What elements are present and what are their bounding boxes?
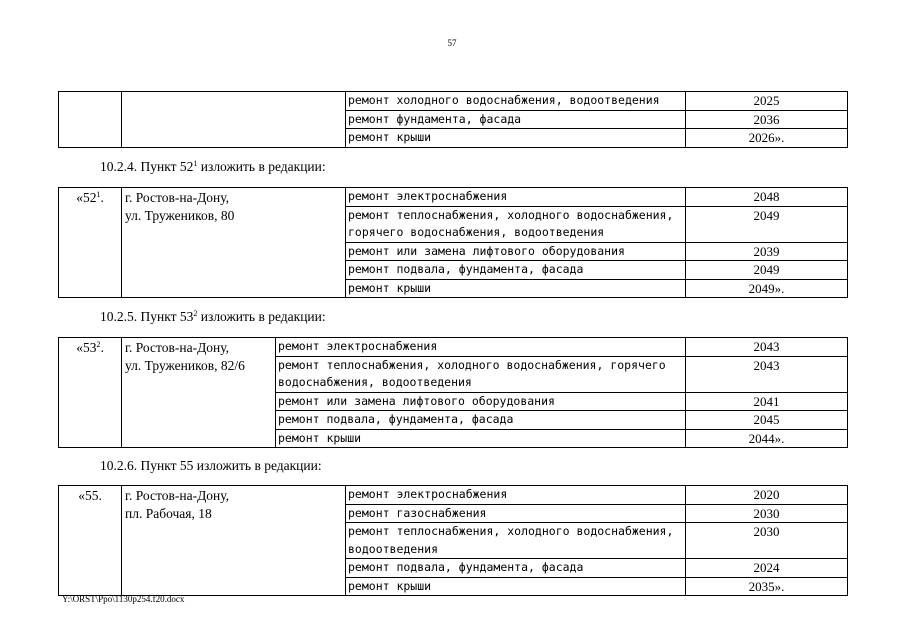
work-cell: ремонт теплоснабжения, холодного водоснабжения, водоотведения (346, 523, 686, 559)
section-heading-53: 10.2.5. Пункт $53^2$ изложить в редакции: (100, 309, 326, 324)
address-cell (122, 92, 346, 148)
work-cell: ремонт холодного водоснабжения, водоотведения (346, 92, 686, 111)
work-cell: ремонт теплоснабжения, холодного водоснабжения, горячего водоснабжения, водоотведения (346, 206, 686, 242)
work-cell: ремонт подвала, фундамента, фасада (276, 411, 686, 430)
year-cell: 2049». (686, 279, 848, 298)
work-cell: ремонт крыши (346, 279, 686, 298)
year-cell: 2041 (686, 392, 848, 411)
year-cell: 2043 (686, 356, 848, 392)
work-cell: ремонт или замена лифтового оборудования (346, 242, 686, 261)
year-cell: 2026». (686, 129, 848, 148)
work-cell: ремонт подвала, фундамента, фасада (346, 559, 686, 578)
work-cell: ремонт газоснабжения (346, 504, 686, 523)
year-cell: 2024 (686, 559, 848, 578)
work-cell: ремонт электроснабжения (346, 486, 686, 505)
year-cell: 2035». (686, 577, 848, 596)
table-item-52 (58, 187, 848, 298)
year-cell: 2045 (686, 411, 848, 430)
table-row (59, 92, 848, 111)
table-row (59, 188, 848, 207)
work-cell: ремонт крыши (346, 577, 686, 596)
document-path-footer: Y:\ORST\Ppo\1130p254.f20.docx (62, 594, 185, 604)
table-row (59, 486, 848, 505)
year-cell: 2030 (686, 504, 848, 523)
year-cell: 2039 (686, 242, 848, 261)
year-cell: 2025 (686, 92, 848, 111)
item-number: «$52^1$. (59, 188, 122, 298)
item-address: г. Ростов-на-Дону, пл. Рабочая, 18 (122, 486, 346, 596)
work-cell: ремонт фундамента, фасада (346, 110, 686, 129)
work-cell: ремонт крыши (346, 129, 686, 148)
work-cell: ремонт электроснабжения (276, 338, 686, 357)
table-row (59, 338, 848, 357)
work-cell: ремонт теплоснабжения, холодного водоснабжения, горячего водоснабжения, водоотведения (276, 356, 686, 392)
work-cell: ремонт или замена лифтового оборудования (276, 392, 686, 411)
number-cell (59, 92, 122, 148)
year-cell: 2049 (686, 206, 848, 242)
year-cell: 2048 (686, 188, 848, 207)
table-item-55 (58, 485, 848, 596)
work-cell: ремонт электроснабжения (346, 188, 686, 207)
item-number: «55. (59, 486, 122, 596)
year-cell: 2044». (686, 429, 848, 448)
item-address: г. Ростов-на-Дону, ул. Тружеников, 80 (122, 188, 346, 298)
year-cell: 2036 (686, 110, 848, 129)
table-continuation (58, 91, 848, 148)
item-number: «$53^2$. (59, 338, 122, 448)
year-cell: 2049 (686, 261, 848, 280)
section-heading-55: 10.2.6. Пункт 55 изложить в редакции: (100, 458, 322, 473)
section-heading-52: 10.2.4. Пункт $52^1$ изложить в редакции: (100, 159, 326, 174)
year-cell: 2030 (686, 523, 848, 559)
year-cell: 2043 (686, 338, 848, 357)
table-item-53 (58, 337, 848, 448)
page-number: 57 (447, 38, 457, 48)
year-cell: 2020 (686, 486, 848, 505)
work-cell: ремонт крыши (276, 429, 686, 448)
item-address: г. Ростов-на-Дону, ул. Тружеников, 82/6 (122, 338, 276, 448)
work-cell: ремонт подвала, фундамента, фасада (346, 261, 686, 280)
